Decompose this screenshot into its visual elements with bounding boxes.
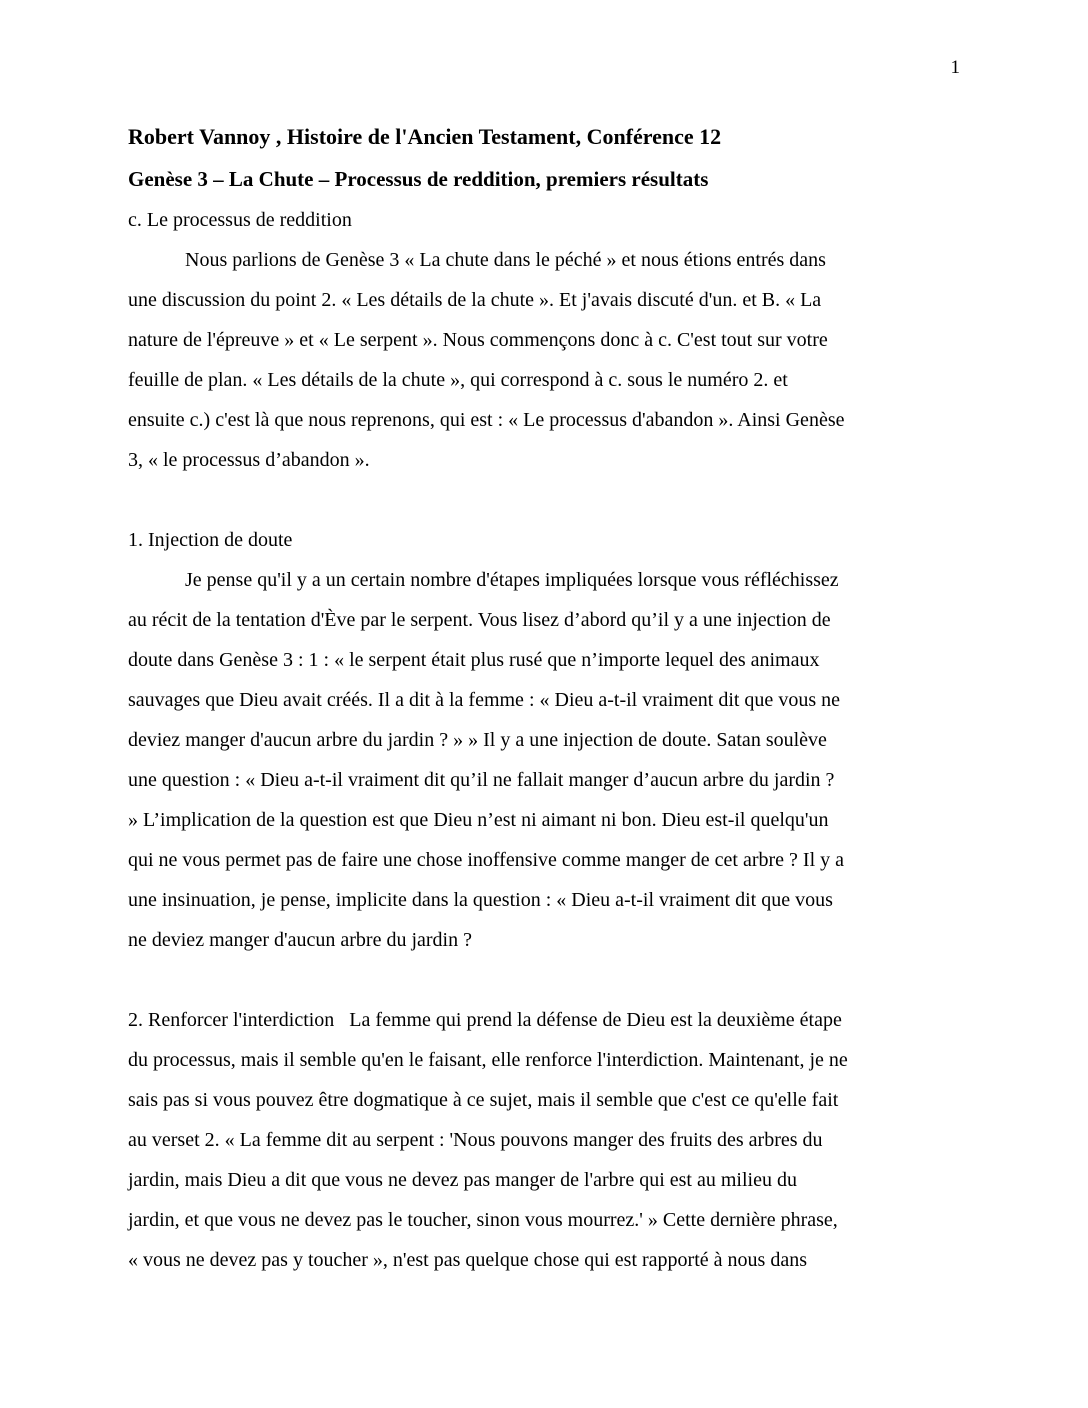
text-line: au récit de la tentation d'Ève par le serpent. Vous lisez d’abord qu’il y a une injection de xyxy=(128,609,831,631)
blank-line xyxy=(128,480,964,520)
text-line: jardin, mais Dieu a dit que vous ne devez pas manger de l'arbre qui est au milieu du xyxy=(128,1169,797,1191)
text-line: qui ne vous permet pas de faire une chose inoffensive comme manger de cet arbre ? Il y a xyxy=(128,849,845,871)
outline-item-c: c. Le processus de reddition xyxy=(128,209,352,231)
section1-heading: 1. Injection de doute xyxy=(128,529,293,551)
section1-paragraph xyxy=(128,560,964,960)
text-line: 3, « le processus d’abandon ». xyxy=(128,449,370,471)
text-line: sauvages que Dieu avait créés. Il a dit à la femme : « Dieu a-t-il vraiment dit que vous ne xyxy=(128,689,840,711)
blank-line xyxy=(128,960,964,1000)
text-line: » L’implication de la question est que Dieu n’est ni aimant ni bon. Dieu est-il quelqu'un xyxy=(128,809,829,831)
text-line: ne deviez manger d'aucun arbre du jardin ? xyxy=(128,929,472,951)
text-line: jardin, et que vous ne devez pas le toucher, sinon vous mourrez.' » Cette dernière phrase, xyxy=(128,1209,838,1231)
text-line: du processus, mais il semble qu'en le faisant, elle renforce l'interdiction. Maintenant, je ne xyxy=(128,1049,848,1071)
text-line: « vous ne devez pas y toucher », n'est pas quelque chose qui est rapporté à nous dans xyxy=(128,1249,807,1271)
text-line: Je pense qu'il y a un certain nombre d'étapes impliquées lorsque vous réfléchissez xyxy=(185,569,839,591)
intro-paragraph xyxy=(128,240,964,480)
page-number: 1 xyxy=(950,57,960,78)
text-line: Nous parlions de Genèse 3 « La chute dans le péché » et nous étions entrés dans xyxy=(185,249,826,271)
text-line: 2. Renforcer l'interdiction La femme qui prend la défense de Dieu est la deuxième étape xyxy=(128,1009,842,1031)
text-line: nature de l'épreuve » et « Le serpent ». Nous commençons donc à c. C'est tout sur votre xyxy=(128,329,828,351)
text-line: une insinuation, je pense, implicite dans la question : « Dieu a-t-il vraiment dit que vous xyxy=(128,889,833,911)
text-line: deviez manger d'aucun arbre du jardin ? » » Il y a une injection de doute. Satan soulève xyxy=(128,729,827,751)
text-line: une question : « Dieu a-t-il vraiment dit qu’il ne fallait manger d’aucun arbre du jardin ? xyxy=(128,769,835,791)
document-content xyxy=(128,115,964,1280)
text-line: feuille de plan. « Les détails de la chute », qui correspond à c. sous le numéro 2. et xyxy=(128,369,788,391)
text-line: au verset 2. « La femme dit au serpent : 'Nous pouvons manger des fruits des arbres du xyxy=(128,1129,823,1151)
section2-paragraph xyxy=(128,1000,964,1280)
document-subtitle: Genèse 3 – La Chute – Processus de reddition, premiers résultats xyxy=(128,167,709,191)
document-title: Robert Vannoy , Histoire de l'Ancien Testament, Conférence 12 xyxy=(128,124,722,149)
text-line: sais pas si vous pouvez être dogmatique à ce sujet, mais il semble que c'est ce qu'elle fait xyxy=(128,1089,839,1111)
text-line: ensuite c.) c'est là que nous reprenons, qui est : « Le processus d'abandon ». Ainsi Genèse xyxy=(128,409,845,431)
text-line: une discussion du point 2. « Les détails de la chute ». Et j'avais discuté d'un. et B. « La xyxy=(128,289,822,311)
text-line: doute dans Genèse 3 : 1 : « le serpent était plus rusé que n’importe lequel des animaux xyxy=(128,649,820,671)
